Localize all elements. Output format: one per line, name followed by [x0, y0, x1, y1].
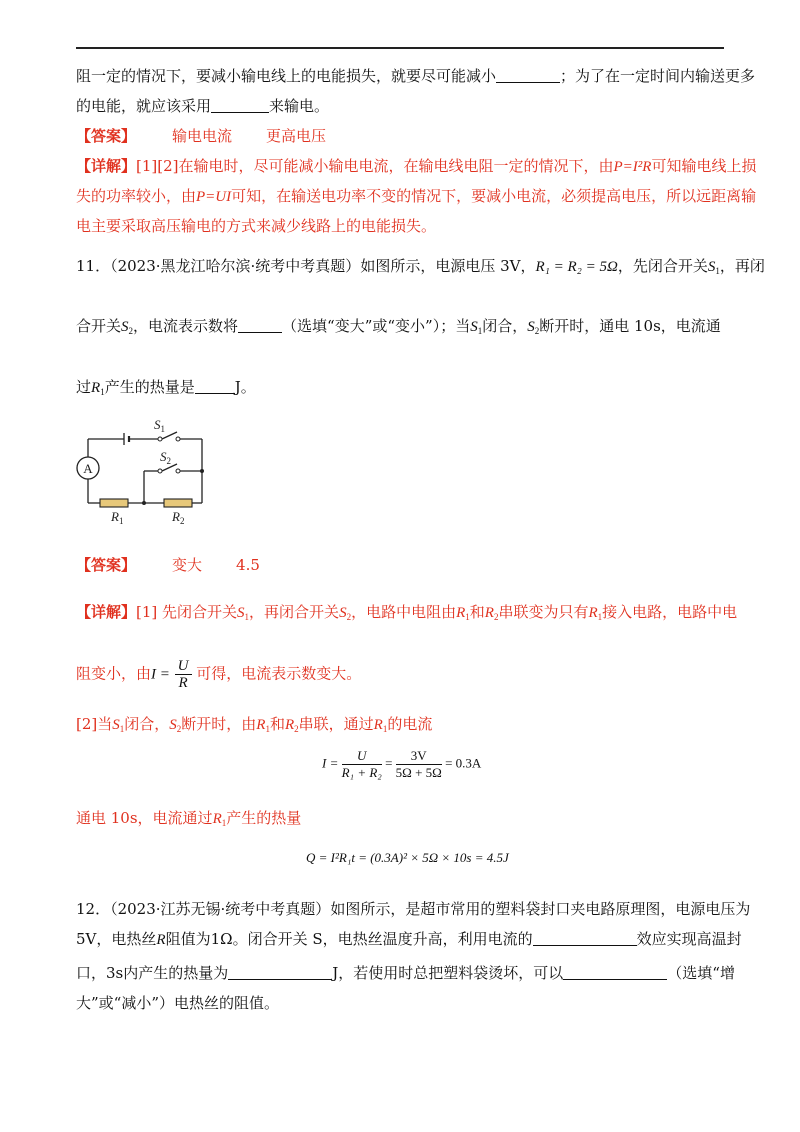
blank[interactable] — [533, 931, 637, 946]
blank[interactable] — [238, 318, 282, 333]
q10-detail-3: 电主要采取高压输电的方式来减少线路上的电能损失。 — [76, 217, 437, 235]
svg-text:R1: $R_1$ — [111, 509, 124, 526]
header-rule — [76, 47, 724, 49]
q10-detail-1: 【详解】[1][2]在输电时，尽可能减小输电电流，在输电线电阻一定的情况下，由P=I²R可知输电线上损 — [76, 157, 757, 175]
q10-line1: 阻一定的情况下，要减小输电线上的电能损失，就要尽可能减小 ；为了在一定时间内输送更多 — [76, 67, 756, 85]
resistor-r2 — [164, 499, 192, 507]
svg-text:S2: $S_2$ — [160, 449, 171, 466]
circuit-diagram — [74, 415, 214, 527]
q11-answer: 【答案】 变大 4.5 — [76, 556, 260, 574]
q12-stem-3: 口，3s内产生的热量为 J，若使用时总把塑料袋烫坏，可以 （选填“增 — [76, 964, 735, 982]
resistor-r1 — [100, 499, 128, 507]
svg-text:A: A — [83, 461, 93, 476]
q12-stem-4: 大”或“减小”）电热丝的阻值。 — [76, 994, 280, 1012]
blank[interactable] — [496, 68, 560, 83]
q10-line2: 的电能，就应该采用 来输电。 — [76, 97, 330, 115]
q11-stem-1: 11．（2023·黑龙江哈尔滨·统考中考真题）如图所示，电源电压 3V，R₁ = R₂ = 5Ω，先闭合开关$S_1$，再闭 — [76, 257, 765, 276]
q11-detail-1: 【详解】[1] 先闭合开关$S_1$，再闭合开关$S_2$，电路中电阻由$R_1$和$R_2$串联变为只有$R_1$接入电路，电路中电 — [76, 603, 738, 622]
q12-stem-1: 12．（2023·江苏无锡·统考中考真题）如图所示，是超市常用的塑料袋封口夹电路原理图，电源电压为 — [76, 900, 751, 918]
blank[interactable] — [228, 965, 332, 980]
blank[interactable] — [563, 965, 667, 980]
q10-answer: 【答案】 输电电流 更高电压 — [76, 127, 327, 145]
q11-stem-2: 合开关$S_2$，电流表示数将 （选填“变大”或“变小”）；当$S_1$闭合，$S_2$断开时，通电 10s，电流通 — [76, 317, 721, 336]
svg-text:R2: $R_2$ — [172, 509, 185, 526]
q11-detail-4: 通电 10s，电流通过$R_1$产生的热量 — [76, 809, 302, 828]
equation-heat: Q = I²R₁t = (0.3A)² × 5Ω × 10s = 4.5J — [306, 850, 509, 865]
blank[interactable] — [195, 379, 235, 394]
blank[interactable] — [211, 98, 269, 113]
svg-text:S1: $S_1$ — [154, 417, 165, 434]
q11-stem-3: 过$R_1$产生的热量是 J。 — [76, 378, 256, 397]
q12-stem-2: 5V，电热丝R阻值为1Ω。闭合开关 S，电热丝温度升高，利用电流的 效应实现高温封 — [76, 930, 742, 948]
equation-current: I = $\frac{U}{\text{R₁ + R₂}}$ = $\frac{3V}{5\Omega + 5\Omega}$ = 0.3A — [322, 748, 482, 780]
q11-detail-2: 阻变小，由I = $\frac{U}{R}$ 可得，电流表示数变大。 — [76, 658, 362, 691]
q11-detail-3: [2]当$S_1$闭合，$S_2$断开时，由$R_1$和$R_2$串联，通过$R_1$的电流 — [76, 715, 433, 734]
q10-detail-2: 失的功率较小，由P=UI可知，在输送电功率不变的情况下，要减小电流，必须提高电压，所以远距离输 — [76, 187, 757, 205]
